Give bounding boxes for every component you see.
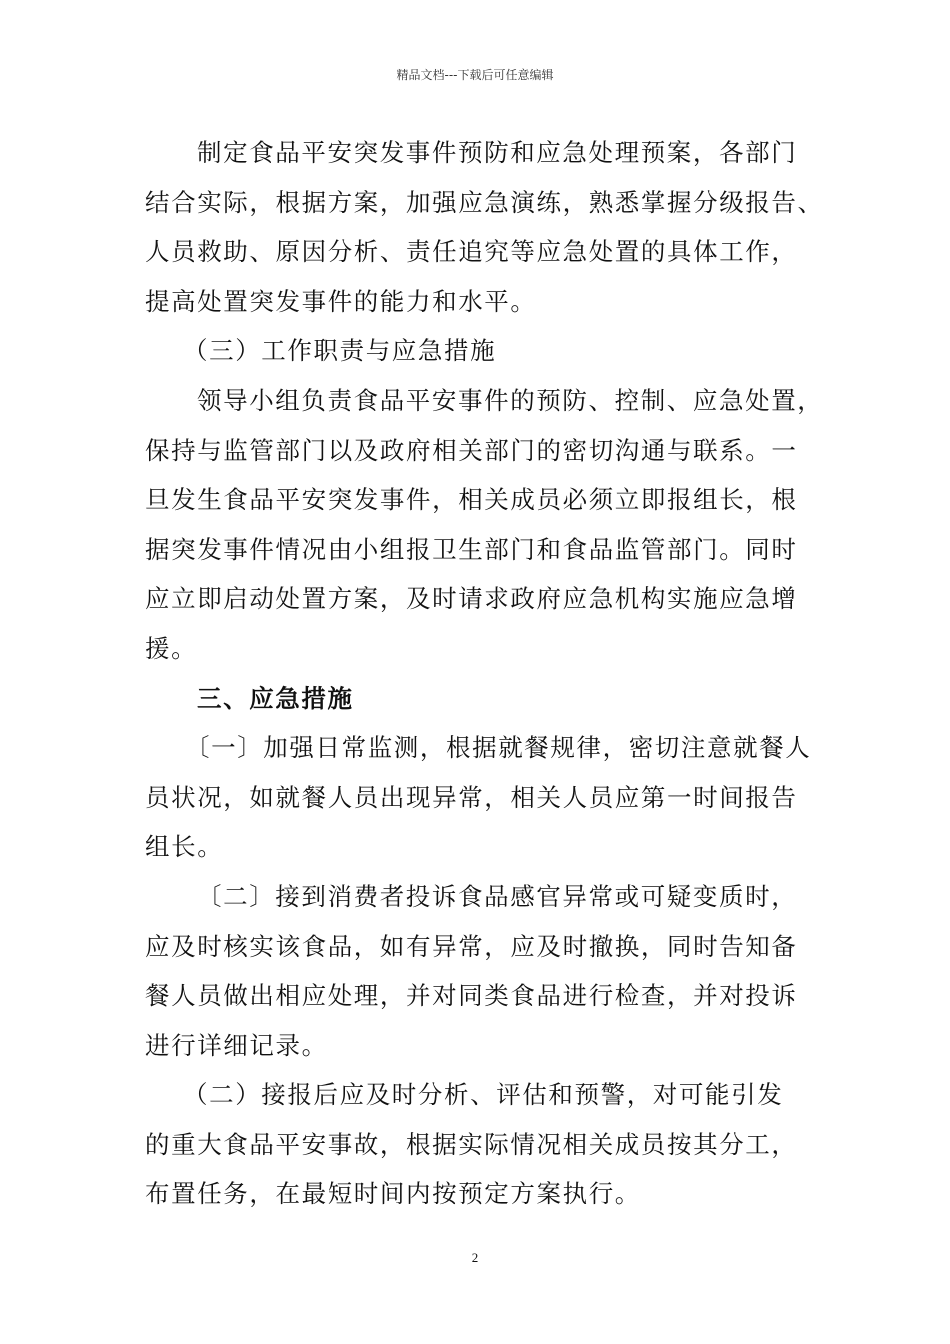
subsection-heading: （三）工作职责与应急措施	[183, 336, 497, 366]
paragraph-line: 人员救助、原因分析、责任追究等应急处置的具体工作，	[145, 237, 798, 267]
paragraph-line: 保持与监管部门以及政府相关部门的密切沟通与联系。一	[145, 435, 798, 465]
paragraph-line: 制定食品平安突发事件预防和应急处理预案，各部门	[197, 138, 798, 167]
paragraph-line: 援。	[145, 633, 198, 663]
paragraph-line: （二）接报后应及时分析、评估和预警，对可能引发	[183, 1080, 784, 1110]
section-heading: 三、应急措施	[197, 683, 354, 713]
paragraph-line: 〔二〕接到消费者投诉食品感官异常或可疑变质时，	[197, 881, 798, 911]
paragraph-line: 〔一〕加强日常监测，根据就餐规律，密切注意就餐人	[185, 733, 812, 763]
page-number: 2	[471, 1250, 479, 1265]
paragraph-line: 应立即启动处置方案，及时请求政府应急机构实施应急增	[145, 584, 798, 614]
paragraph-line: 旦发生食品平安突发事件，相关成员必须立即报组长，根	[145, 485, 798, 515]
paragraph-line: 应及时核实该食品，如有异常，应及时撤换，同时告知备	[145, 931, 798, 961]
paragraph-line: 提高处置突发事件的能力和水平。	[145, 286, 537, 316]
paragraph-line: 员状况，如就餐人员出现异常，相关人员应第一时间报告	[145, 782, 798, 812]
page-header: 精品文档---下载后可任意编辑	[396, 68, 554, 82]
paragraph-line: 餐人员做出相应处理，并对同类食品进行检查，并对投诉	[145, 981, 798, 1011]
paragraph-line: 结合实际，根据方案，加强应急演练，熟悉掌握分级报告、	[145, 187, 824, 217]
paragraph-line: 进行详细记录。	[145, 1030, 328, 1060]
paragraph-line: 布置任务，在最短时间内按预定方案执行。	[145, 1179, 641, 1209]
paragraph-line: 领导小组负责食品平安事件的预防、控制、应急处置，	[197, 385, 824, 415]
paragraph-line: 的重大食品平安事故，根据实际情况相关成员按其分工，	[145, 1129, 798, 1159]
document-body	[145, 128, 824, 1219]
paragraph-line: 组长。	[145, 832, 224, 862]
paragraph-line: 据突发事件情况由小组报卫生部门和食品监管部门。同时	[145, 534, 798, 564]
